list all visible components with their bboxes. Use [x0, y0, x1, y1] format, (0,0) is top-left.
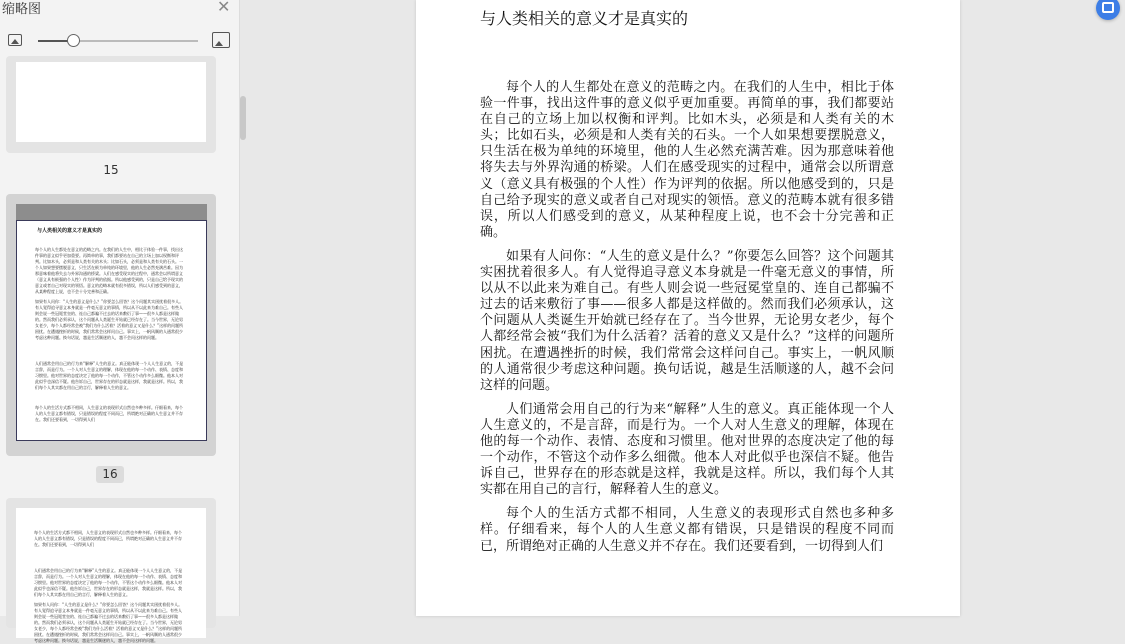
thumbnail-sidebar	[0, 0, 240, 643]
close-icon[interactable]: ✕	[217, 0, 231, 16]
thumbnail-page-15[interactable]	[6, 56, 216, 153]
thumbnail-list[interactable]	[0, 62, 240, 643]
sidebar-scrollbar[interactable]	[240, 96, 246, 140]
thumbnail-paragraph: 每个人的生活方式都不相同，人生意义的表现形式自然也多种多样。仔细看来，每个人的人生意义都有错误，只是错误的程度不同而已，所谓绝对正确的人生意义并不存在。我们还要看到，一切得到人们	[35, 405, 183, 422]
image-small-icon[interactable]	[8, 34, 22, 46]
page-title: 与人类相关的意义才是真实的	[480, 9, 689, 28]
sidebar-title: 缩略图	[2, 2, 42, 17]
document-viewport[interactable]	[250, 0, 1125, 616]
thumbnail-image	[16, 220, 207, 441]
document-page	[416, 0, 960, 616]
page-body	[480, 80, 894, 563]
thumbnail-page-16[interactable]	[6, 194, 216, 456]
thumbnail-image	[16, 508, 206, 643]
paragraph: 人们通常会用自己的行为来“解释”人生的意义。真正能体现一个人人生意义的，不是言辞，而是行为。一个人对人生意义的理解，体现在他的每一个动作、表情、态度和习惯里。他对世界的态度决定了他的每一个动作，不管这个动作多么细微。他本人对此似乎也深信不疑。他告诉自己，世界存在的形态就是这样，我就是这样。所以，我们每个人其实都在用自己的言行，解释着人生的意义。	[480, 401, 894, 498]
thumbnail-paragraph: 如果有人问你：“人生的意义是什么？”你要怎么回答？这个问题其实困扰着很多人。有人觉得追寻意义本身就是一件毫无意义的事情，所以从不以此来为难自己。有些人则会说一些冠冕堂皇的、连自己都骗不过去的话来敷衍了事——很多人都是这样做的。然而我们必须承认，这个问题从人类诞生开始就已经存在了。当今世界，无论男女老少，每个人都经常会被“我们为什么活着？活着的意义又是什么？”这样的问题所困扰。在遭遇挫折的时候，我们常常会这样问自己。事实上，一帆风顺的人通常很少考虑这种问题。换句话说，越是生活顺遂的人，越不会问这样的问题。	[35, 299, 184, 340]
thumbnail-header-strip	[16, 204, 207, 220]
zoom-slider-track[interactable]	[38, 40, 198, 42]
thumbnail-page-17[interactable]	[6, 498, 216, 643]
paragraph: 如果有人问你：“人生的意义是什么？”你要怎么回答？这个问题其实困扰着很多人。有人觉得追寻意义本身就是一件毫无意义的事情，所以从不以此来为难自己。有些人则会说一些冠冕堂皇的、连自己都骗不过去的话来敷衍了事——很多人都是这样做的。然而我们必须承认，这个问题从人类诞生开始就已经存在了。当今世界，无论男女老少，每个人都经常会被“我们为什么活着？活着的意义又是什么？”这样的问题所困扰。在遭遇挫折的时候，我们常常会这样问自己。事实上，一帆风顺的人通常很少考虑这种问题。换句话说，越是生活顺遂的人，越不会问这样的问题。	[480, 248, 894, 393]
thumbnail-image	[16, 62, 206, 142]
paragraph: 每个人的人生都处在意义的范畴之内。在我们的人生中，相比于体验一件事，找出这件事的意义似乎更加重要。再简单的事，我们都要站在自己的立场上加以权衡和评判。比如木头，必须是和人类有关的木头；比如石头，必须是和人类有关的石头。一个人如果想要摆脱意义，只生活在极为单纯的环境里，他的人生必然充满苦难。因为那意味着他将失去与外界沟通的桥梁。人们在感受现实的过程中，通常会以所谓意义（意义具有极强的个人性）作为评判的依据。所以他感受到的，只是自己给予现实的意义或者自己对现实的领悟。意义的范畴本就有很多错误，所以人们感受到的意义，从某种程度上说，也不会十分完善和正确。	[480, 80, 894, 240]
thumbnail-zoom	[0, 30, 240, 52]
paragraph: 每个人的生活方式都不相同，人生意义的表现形式自然也多种多样。仔细看来，每个人的人生意义都有错误，只是错误的程度不同而已，所谓绝对正确的人生意义并不存在。我们还要看到，一切得到人们	[480, 506, 894, 554]
thumbnail-paragraph: 人们通常会用自己的行为来“解释”人生的意义。真正能体现一个人人生意义的，不是言辞，而是行为。一个人对人生意义的理解，体现在他的每一个动作、表情、态度和习惯里。他对世界的态度决定了他的每一个动作，不管这个动作多么细微。他本人对此似乎也深信不疑。他告诉自己，世界存在的形态就是这样，我就是这样。所以，我们每个人其实都在用自己的言行，解释着人生的意义。	[35, 361, 184, 390]
page-number-16: 16	[96, 466, 124, 483]
thumbnail-paragraph: 每个人的生活方式都不相同，人生意义的表现形式自然也多种多样。仔细看来，每个人的人生意义都有错误，只是错误的程度不同而已，所谓绝对正确的人生意义并不存在。我们还要看到，一切得到人们	[34, 530, 182, 547]
image-large-icon[interactable]	[212, 32, 230, 48]
thumbnail-paragraph: 每个人的人生都处在意义的范畴之内。在我们的人生中，相比于体验一件事，找出这件事的意义似乎更加重要。再简单的事，我们都要站在自己的立场上加以权衡和评判。比如木头，必须是和人类有关的木头；比如石头，必须是和人类有关的石头。一个人如果想要摆脱意义，只生活在极为单纯的环境里，他的人生必然充满苦难。因为那意味着他将失去与外界沟通的桥梁。人们在感受现实的过程中，通常会以所谓意义（意义具有极强的个人性）作为评判的依据。所以他感受到的，只是自己给予现实的意义或者自己对现实的领悟。意义的范畴本就有很多错误，所以人们感受到的意义，从某种程度上说，也不会十分完善和正确。	[35, 247, 183, 294]
thumbnail-title: 与人类相关的意义才是真实的	[37, 228, 103, 234]
thumbnail-paragraph: 如果有人问你：“人生的意义是什么？”你要怎么回答？这个问题其实困扰着很多人。有人觉得追寻意义本身就是一件毫无意义的事情，所以从不以此来为难自己。有些人则会说一些冠冕堂皇的、连自己都骗不过去的话来敷衍了事——很多人都是这样做的。然而我们必须承认，这个问题从人类诞生开始就已经存在了。当今世界，无论男女老少，每个人都经常会被“我们为什么活着？活着的意义又是什么？”这样的问题所困扰。在遭遇挫折的时候，我们常常会这样问自己。事实上，一帆风顺的人通常很少考虑这种问题。换句话说，越是生活顺遂的人，越不会问这样的问题。	[34, 602, 183, 643]
thumbnail-paragraph: 人们通常会用自己的行为来“解释”人生的意义。真正能体现一个人人生意义的，不是言辞，而是行为。一个人对人生意义的理解，体现在他的每一个动作、表情、态度和习惯里。他对世界的态度决定了他的每一个动作，不管这个动作多么细微。他本人对此似乎也深信不疑。他告诉自己，世界存在的形态就是这样，我就是这样。所以，我们每个人其实都在用自己的言行，解释着人生的意义。	[34, 568, 183, 597]
page-number-15: 15	[103, 163, 119, 177]
zoom-slider-handle[interactable]	[67, 34, 80, 47]
